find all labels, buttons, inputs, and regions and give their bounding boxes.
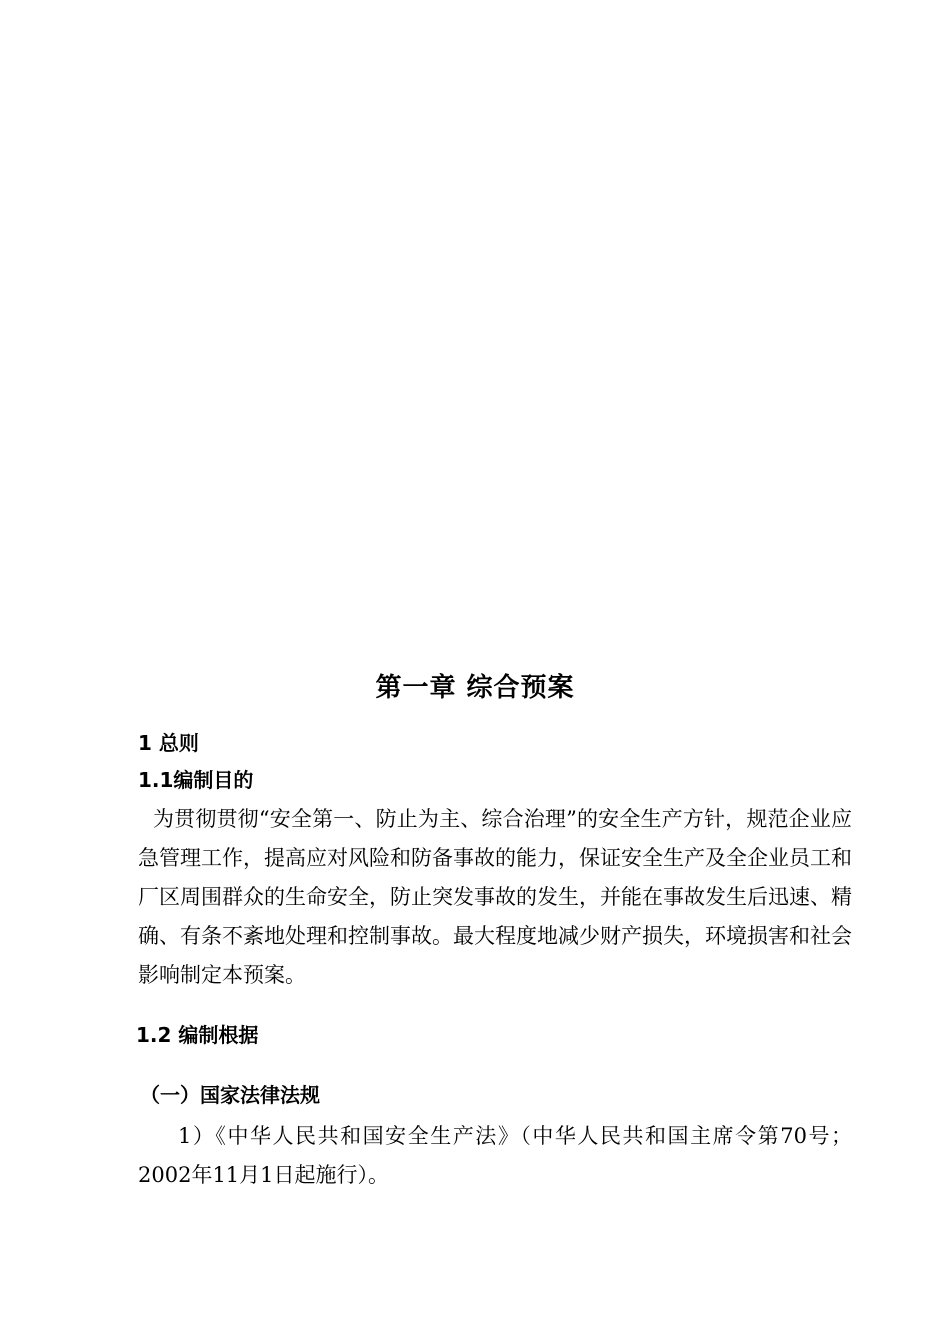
subsection-heading-basis: 1.2 编制根据 [136,1023,259,1047]
group-heading-national-laws: （一）国家法律法规 [140,1083,320,1107]
chapter-title: 第一章 综合预案 [375,673,575,703]
section-heading-general-provisions: 1 总则 [138,731,199,755]
law-list-item: 1）《中华人民共和国安全生产法》（中华人民共和国主席令第70号；2002年11月1日起施行）。 [138,1124,852,1187]
purpose-paragraph: 为贯彻贯彻“安全第一、防止为主、综合治理”的安全生产方针，规范企业应急管理工作，提高应对风险和防备事故的能力，保证安全生产及全企业员工和厂区周围群众的生命安全，防止突发事故的发生，并能在事故发生后迅速、精确、有条不紊地处理和控制事故。最大程度地减少财产损失，环境损害和社会影响制定本预案。 [138,807,852,987]
subsection-heading-purpose: 1.1编制目的 [138,768,254,792]
